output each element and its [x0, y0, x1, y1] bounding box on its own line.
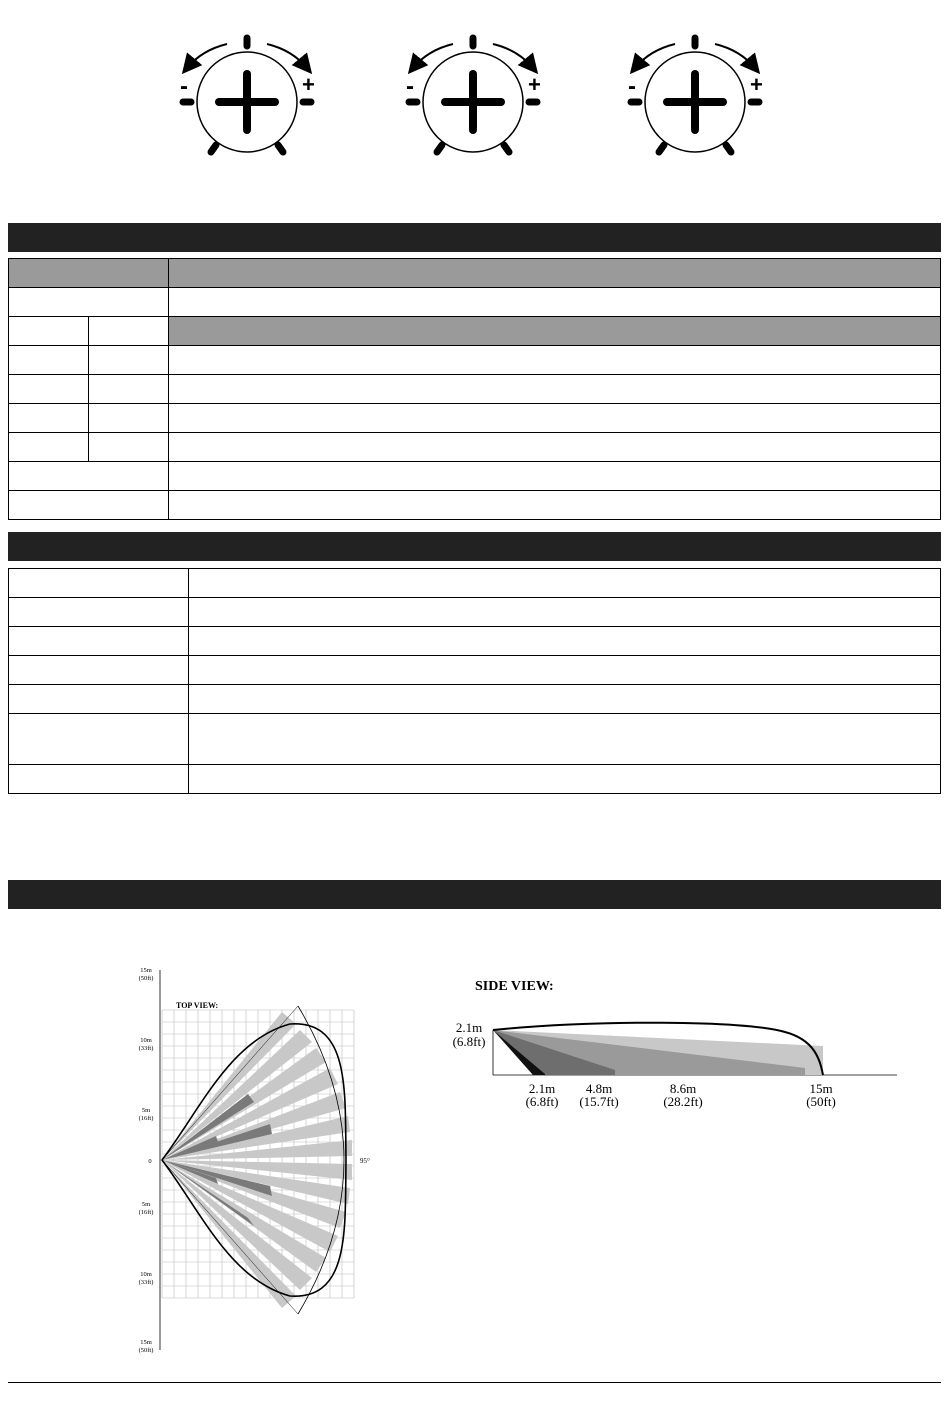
- section-header-bar-2: [8, 532, 941, 561]
- table-row: [9, 765, 941, 794]
- side-tick-1-m: 2.1m: [528, 1081, 556, 1096]
- table-row: [9, 288, 941, 317]
- knob-2-plus-label: +: [528, 72, 541, 97]
- table-row: [9, 433, 941, 462]
- side-view-title: SIDE VIEW:: [475, 979, 554, 994]
- table-row: [9, 491, 941, 520]
- axis-label-top-10m: 10m: [140, 1037, 152, 1044]
- axis-label-bottom-5ft: (16ft): [138, 1209, 154, 1216]
- table-row: [9, 714, 941, 765]
- table-row: [9, 569, 941, 598]
- adjust-knob-2[interactable]: [409, 38, 537, 152]
- settings-table: [8, 258, 941, 520]
- axis-label-top-10ft: (33ft): [138, 1045, 154, 1052]
- side-tick-2-ft: (15.7ft): [579, 1094, 619, 1109]
- section-header-bar-3: [8, 880, 941, 909]
- axis-label-top-15m: 15m: [140, 967, 152, 974]
- knob-3-plus-label: +: [750, 72, 763, 97]
- knob-1-plus-label: +: [302, 72, 315, 97]
- axis-label-bottom-10ft: (33ft): [138, 1279, 154, 1286]
- knob-3-minus-label: -: [628, 73, 636, 100]
- table-row: [9, 598, 941, 627]
- axis-label-top-5ft: (16ft): [138, 1115, 154, 1122]
- table-row: [9, 656, 941, 685]
- section-header-bar-1: [8, 223, 941, 252]
- axis-label-top-5m: 5m: [141, 1107, 151, 1114]
- table-row: [9, 259, 941, 288]
- side-height-m: 2.1m: [455, 1020, 483, 1035]
- side-tick-1-ft: (6.8ft): [525, 1094, 559, 1109]
- side-tick-4-m: 15m: [809, 1081, 833, 1096]
- axis-label-top-15ft: (50ft): [138, 975, 154, 982]
- side-tick-2-m: 4.8m: [585, 1081, 613, 1096]
- knob-2-minus-label: -: [406, 73, 414, 100]
- knob-1-minus-label: -: [180, 73, 188, 100]
- axis-label-bottom-15ft: (50ft): [138, 1347, 154, 1354]
- table-row: [9, 627, 941, 656]
- top-view-diagram: [120, 960, 390, 1360]
- axis-label-bottom-15m: 15m: [140, 1339, 152, 1346]
- side-height-ft: (6.8ft): [452, 1034, 486, 1049]
- side-view-diagram: [445, 970, 915, 1120]
- sensitivity-knobs: [0, 0, 950, 200]
- side-tick-3-ft: (28.2ft): [663, 1094, 703, 1109]
- table-row: [9, 346, 941, 375]
- table-row: [9, 404, 941, 433]
- table-row: [9, 317, 941, 346]
- axis-label-zero: 0: [148, 1158, 152, 1165]
- adjust-knob-3[interactable]: [631, 38, 759, 152]
- specifications-table: [8, 568, 941, 794]
- axis-label-bottom-10m: 10m: [140, 1271, 152, 1278]
- axis-label-bottom-5m: 5m: [141, 1201, 151, 1208]
- coverage-angle-label: 95°: [360, 1157, 370, 1165]
- table-row: [9, 462, 941, 491]
- top-view-title: TOP VIEW:: [176, 1001, 219, 1010]
- table-row: [9, 685, 941, 714]
- side-tick-4-ft: (50ft): [806, 1094, 836, 1109]
- footer-rule: [8, 1382, 941, 1383]
- table-row: [9, 375, 941, 404]
- adjust-knob-1[interactable]: [183, 38, 311, 152]
- side-tick-3-m: 8.6m: [669, 1081, 697, 1096]
